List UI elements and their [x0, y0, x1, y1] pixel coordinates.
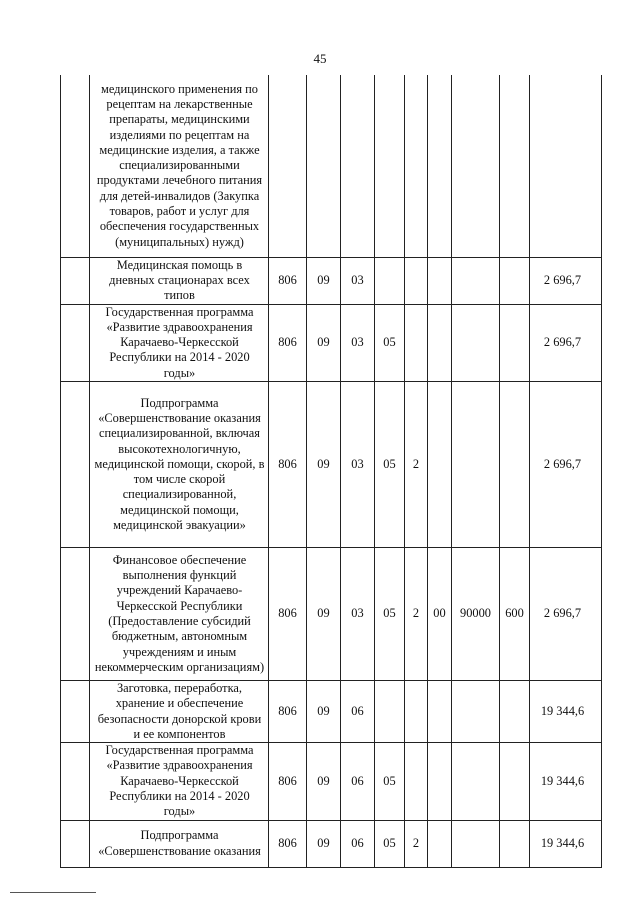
program-code	[375, 257, 405, 304]
table-row	[61, 304, 602, 381]
group-code	[428, 304, 452, 381]
subsection-code: 06	[341, 820, 375, 867]
expense-type-code	[500, 820, 530, 867]
subprogram-code	[405, 680, 428, 742]
ministry-code: 806	[269, 820, 307, 867]
program-code: 05	[375, 820, 405, 867]
amount: 2 696,7	[530, 381, 602, 547]
table-row	[61, 381, 602, 547]
group-code	[428, 257, 452, 304]
expense-type-code	[500, 381, 530, 547]
direction-code	[452, 820, 500, 867]
group-code: 00	[428, 547, 452, 680]
page-number: 45	[313, 51, 327, 66]
direction-code	[452, 257, 500, 304]
program-code: 05	[375, 304, 405, 381]
direction-code	[452, 75, 500, 257]
ministry-code: 806	[269, 304, 307, 381]
section-code: 09	[307, 381, 341, 547]
table-row	[61, 75, 602, 257]
expense-type-code	[500, 680, 530, 742]
section-code: 09	[307, 820, 341, 867]
number-cell	[61, 820, 90, 867]
subprogram-code: 2	[405, 547, 428, 680]
table-row	[61, 547, 602, 680]
row-name: Государственная программа «Развитие здравоохранения Карачаево-Черкесской Республики на 2014 - 2020 годы»	[90, 304, 269, 381]
footer-rule	[10, 892, 96, 893]
program-code: 05	[375, 381, 405, 547]
amount: 19 344,6	[530, 820, 602, 867]
number-cell	[61, 743, 90, 820]
row-name: медицинского применения по рецептам на лекарственные препараты, медицинскими изделиями по рецептам на медицинские изделия, а также специализированными продуктами лечебного питания для детей-инвалидов (Закупка товаров, работ и услуг для обеспечения государственных (муниципальных) нужд)	[90, 75, 269, 257]
number-cell	[61, 680, 90, 742]
group-code	[428, 381, 452, 547]
section-code	[307, 75, 341, 257]
amount	[530, 75, 602, 257]
row-name: Государственная программа «Развитие здравоохранения Карачаево-Черкесской Республики на 2014 - 2020 годы»	[90, 743, 269, 820]
direction-code: 90000	[452, 547, 500, 680]
program-code	[375, 75, 405, 257]
row-name: Медицинская помощь в дневных стационарах всех типов	[90, 257, 269, 304]
section-code: 09	[307, 680, 341, 742]
section-code: 09	[307, 304, 341, 381]
subprogram-code: 2	[405, 820, 428, 867]
table-row	[61, 680, 602, 742]
ministry-code: 806	[269, 680, 307, 742]
subprogram-code	[405, 743, 428, 820]
budget-table	[60, 75, 602, 868]
table-row	[61, 743, 602, 820]
table-row	[61, 257, 602, 304]
subprogram-code	[405, 75, 428, 257]
subprogram-code	[405, 257, 428, 304]
group-code	[428, 680, 452, 742]
subsection-code: 03	[341, 257, 375, 304]
amount: 2 696,7	[530, 304, 602, 381]
ministry-code: 806	[269, 257, 307, 304]
amount: 19 344,6	[530, 680, 602, 742]
number-cell	[61, 381, 90, 547]
ministry-code: 806	[269, 381, 307, 547]
group-code	[428, 743, 452, 820]
subsection-code: 06	[341, 680, 375, 742]
subprogram-code	[405, 304, 428, 381]
subprogram-code: 2	[405, 381, 428, 547]
subsection-code	[341, 75, 375, 257]
row-name: Подпрограмма «Совершенствование оказания	[90, 820, 269, 867]
program-code: 05	[375, 743, 405, 820]
group-code	[428, 75, 452, 257]
expense-type-code: 600	[500, 547, 530, 680]
program-code	[375, 680, 405, 742]
row-name: Финансовое обеспечение выполнения функций учреждений Карачаево-Черкесской Республики (Предоставление субсидий бюджетным, автономным учреждениям и иным некоммерческим организациям)	[90, 547, 269, 680]
direction-code	[452, 680, 500, 742]
subsection-code: 03	[341, 381, 375, 547]
ministry-code: 806	[269, 547, 307, 680]
subsection-code: 06	[341, 743, 375, 820]
number-cell	[61, 547, 90, 680]
amount: 19 344,6	[530, 743, 602, 820]
row-name: Заготовка, переработка, хранение и обеспечение безопасности донорской крови и ее компонентов	[90, 680, 269, 742]
expense-type-code	[500, 257, 530, 304]
ministry-code: 806	[269, 743, 307, 820]
table-row	[61, 820, 602, 867]
expense-type-code	[500, 743, 530, 820]
number-cell	[61, 257, 90, 304]
direction-code	[452, 304, 500, 381]
amount: 2 696,7	[530, 547, 602, 680]
direction-code	[452, 381, 500, 547]
ministry-code	[269, 75, 307, 257]
section-code: 09	[307, 547, 341, 680]
number-cell	[61, 75, 90, 257]
section-code: 09	[307, 743, 341, 820]
expense-type-code	[500, 304, 530, 381]
expense-type-code	[500, 75, 530, 257]
group-code	[428, 820, 452, 867]
direction-code	[452, 743, 500, 820]
amount: 2 696,7	[530, 257, 602, 304]
subsection-code: 03	[341, 304, 375, 381]
section-code: 09	[307, 257, 341, 304]
row-name: Подпрограмма «Совершенствование оказания специализированной, включая высокотехнологичную, медицинской помощи, скорой, в том числе скорой специализированной, медицинской помощи, медицинской эвакуации»	[90, 381, 269, 547]
subsection-code: 03	[341, 547, 375, 680]
program-code: 05	[375, 547, 405, 680]
number-cell	[61, 304, 90, 381]
